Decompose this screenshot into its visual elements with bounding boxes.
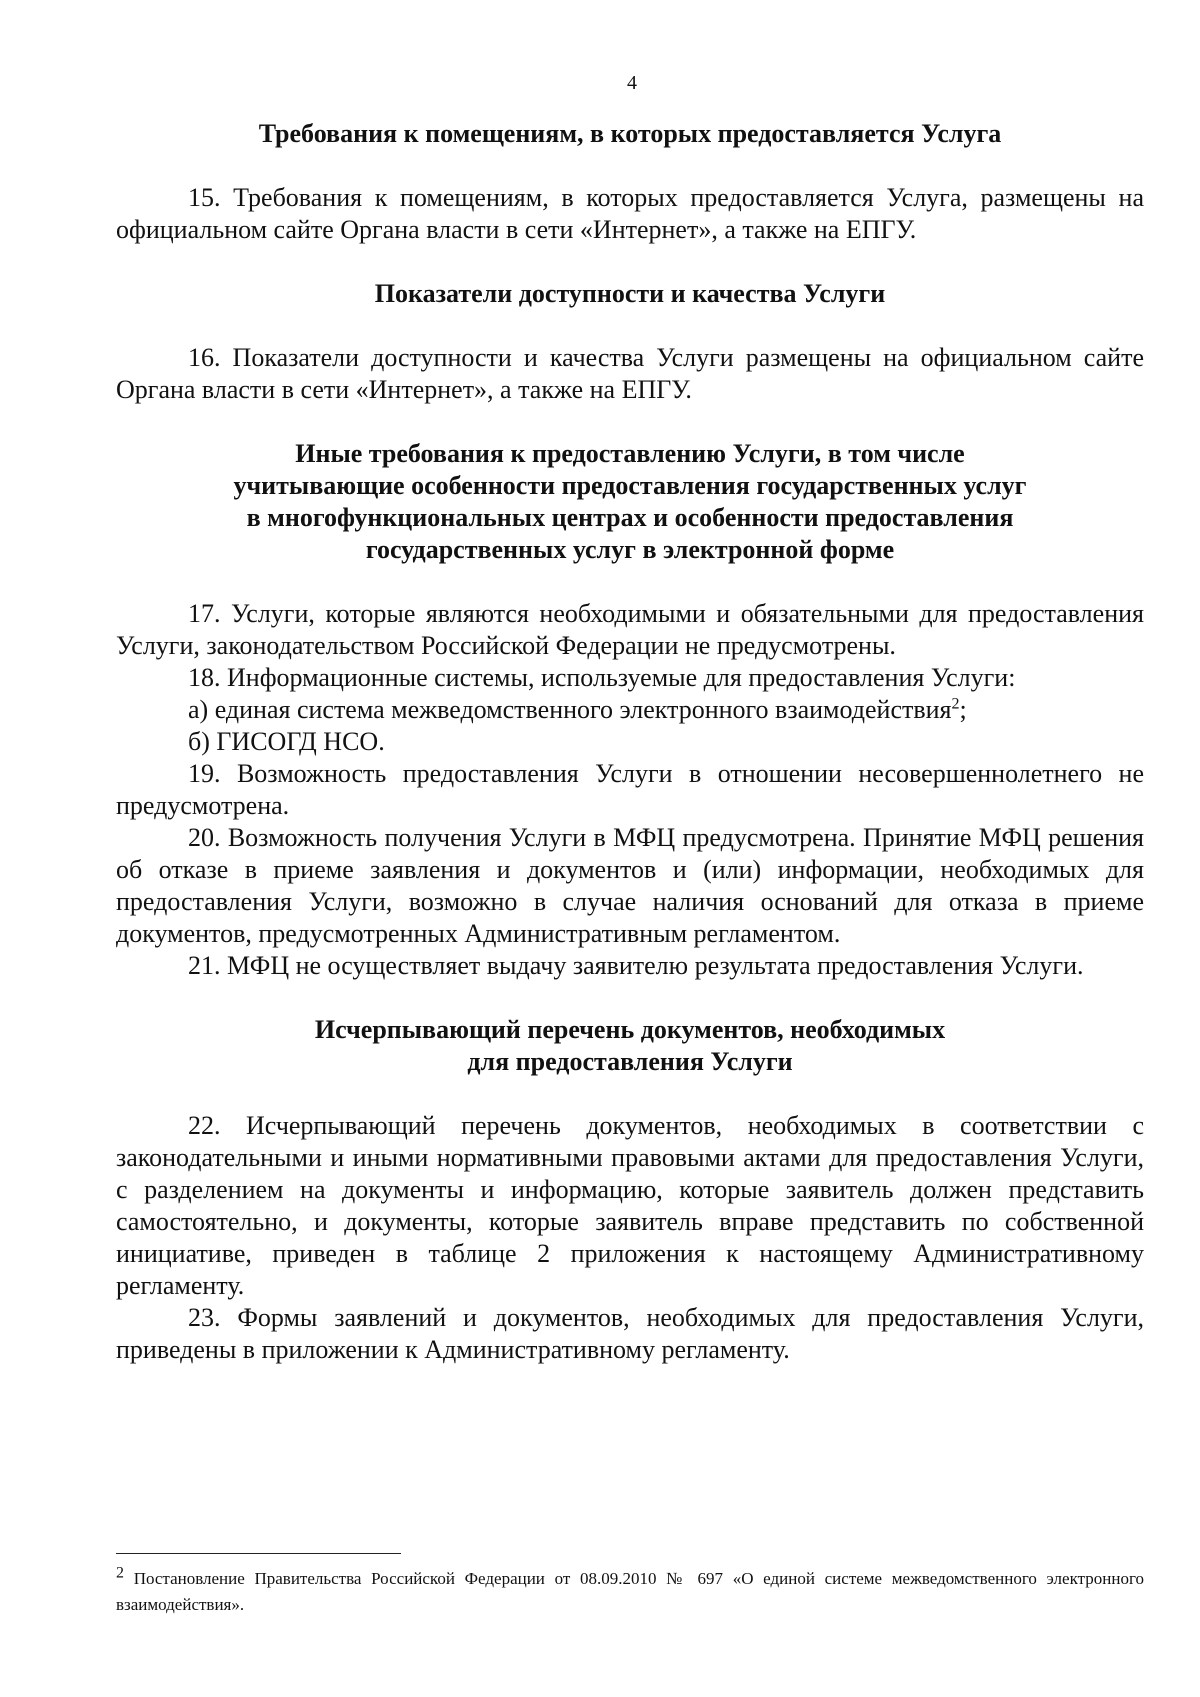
paragraph-15: 15. Требования к помещениям, в которых предоставляется Услуга, размещены на официальном сайте Органа власти в сети «Интернет», а также на ЕПГУ. [116, 183, 1144, 244]
section-heading-other-requirements [116, 438, 1144, 566]
paragraph-21: 21. МФЦ не осуществляет выдачу заявителю результата предоставления Услуги. [188, 951, 1084, 980]
paragraph-16: 16. Показатели доступности и качества Услуги размещены на официальном сайте Органа власти в сети «Интернет», а также на ЕПГУ. [116, 343, 1144, 404]
section-heading-premises: Требования к помещениям, в которых предоставляется Услуга [258, 119, 1002, 148]
paragraph-18: 18. Информационные системы, используемые для предоставления Услуги: [188, 663, 1016, 692]
paragraph-17: 17. Услуги, которые являются необходимыми и обязательными для предоставления Услуги, законодательством Российской Федерации не предусмотрены. [116, 599, 1144, 660]
paragraph-20: 20. Возможность получения Услуги в МФЦ предусмотрена. Принятие МФЦ решения об отказе в приеме заявления и документов и (или) информации, необходимых для предоставления Услуги, возможно в случае наличия оснований для отказа в приеме документов, предусмотренных Административным регламентом. [116, 823, 1144, 948]
paragraph-23: 23. Формы заявлений и документов, необходимых для предоставления Услуги, приведены в приложении к Административному регламенту. [116, 1303, 1144, 1364]
heading-line: для предоставления Услуги [467, 1047, 793, 1076]
paragraph-18a-end: ; [959, 695, 967, 724]
footnote-text: Постановление Правительства Российской Федерации от 08.09.2010 № 697 «О единой системе межведомственного электронного взаимодействия». [116, 1569, 1144, 1614]
footnote-separator [116, 1553, 401, 1554]
section-heading-documents [116, 1014, 1144, 1078]
footnote [116, 1566, 1144, 1618]
document-body [116, 118, 1144, 1366]
paragraph-18a [116, 694, 1144, 726]
paragraph-18b: б) ГИСОГД НСО. [188, 727, 385, 756]
page-number: 4 [627, 72, 637, 94]
heading-line: в многофункциональных центрах и особенности предоставления [246, 503, 1014, 532]
heading-line: учитывающие особенности предоставления государственных услуг [233, 471, 1027, 500]
footnote-reference: 2 [951, 695, 960, 713]
footnote-mark: 2 [116, 1564, 124, 1582]
section-heading-accessibility: Показатели доступности и качества Услуги [374, 279, 886, 308]
paragraph-19: 19. Возможность предоставления Услуги в отношении несовершеннолетнего не предусмотрена. [116, 759, 1144, 820]
paragraph-22: 22. Исчерпывающий перечень документов, необходимых в соответствии с законодательными и иными нормативными правовыми актами для предоставления Услуги, с разделением на документы и информацию, которые заявитель должен представить самостоятельно, и документы, которые заявитель вправе представить по собственной инициативе, приведен в таблице 2 приложения к настоящему Административному регламенту. [116, 1111, 1144, 1300]
heading-line: Исчерпывающий перечень документов, необходимых [314, 1015, 946, 1044]
heading-line: государственных услуг в электронной форме [365, 535, 895, 564]
heading-line: Иные требования к предоставлению Услуги, в том числе [295, 439, 965, 468]
paragraph-18a-text: а) единая система межведомственного электронного взаимодействия [188, 695, 952, 724]
